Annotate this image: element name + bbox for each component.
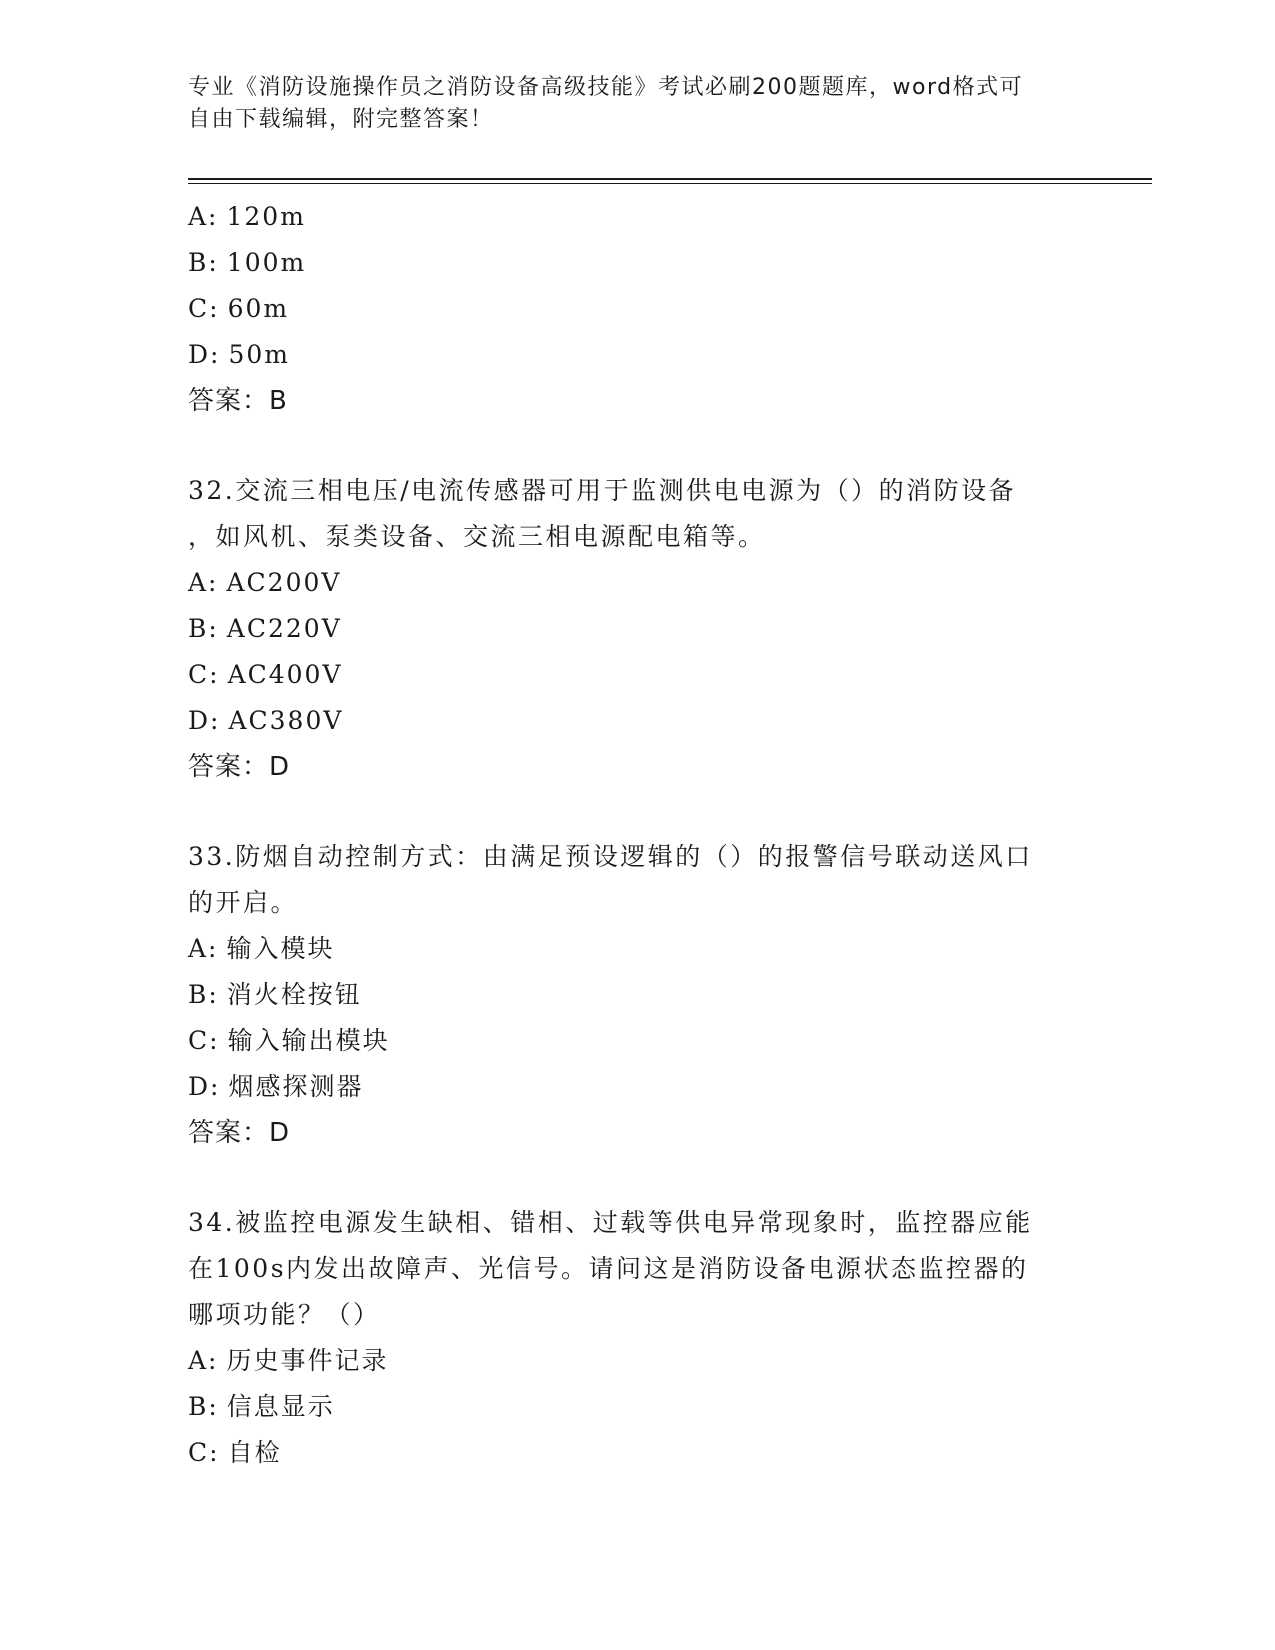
option-b: B: AC220V (188, 614, 342, 643)
option-a: A: AC200V (188, 568, 342, 597)
question-text-line: 32.交流三相电压/电流传感器可用于监测供电电源为（）的消防设备 (188, 476, 1017, 505)
answer-line: 答案：B (188, 386, 288, 416)
answer-line: 答案：D (188, 752, 291, 782)
question-33 (188, 834, 1088, 1156)
option-d: D: 烟感探测器 (188, 1072, 364, 1101)
option-c: C: 60m (188, 294, 290, 323)
question-text-line: 哪项功能？（） (188, 1300, 381, 1329)
option-c: C: 输入输出模块 (188, 1026, 390, 1055)
question-list (188, 194, 1088, 1476)
header-line-1: 专业《消防设施操作员之消防设备高级技能》考试必刷200题题库，word格式可 (188, 75, 1024, 100)
option-a: A: 120m (188, 202, 306, 231)
option-c: C: AC400V (188, 660, 343, 689)
document-header (188, 72, 1068, 136)
option-b: B: 信息显示 (188, 1392, 335, 1421)
question-text-line: ，如风机、泵类设备、交流三相电源配电箱等。 (188, 522, 766, 551)
option-d: D: 50m (188, 340, 290, 369)
option-b: B: 消火栓按钮 (188, 980, 362, 1009)
option-b: B: 100m (188, 248, 307, 277)
question-text-line: 的开启。 (188, 888, 299, 917)
header-divider-thick (188, 178, 1152, 180)
option-c: C: 自检 (188, 1438, 282, 1467)
option-a: A: 历史事件记录 (188, 1346, 389, 1375)
option-a: A: 输入模块 (188, 934, 335, 963)
question-31-tail (188, 194, 1088, 424)
question-text-line: 34.被监控电源发生缺相、错相、过载等供电异常现象时，监控器应能 (188, 1208, 1033, 1237)
header-divider-thin (188, 183, 1152, 184)
header-line-2: 自由下载编辑，附完整答案！ (188, 107, 494, 132)
question-32 (188, 468, 1088, 790)
question-text-line: 33.防烟自动控制方式：由满足预设逻辑的（）的报警信号联动送风口 (188, 842, 1033, 871)
option-d: D: AC380V (188, 706, 344, 735)
answer-line: 答案：D (188, 1118, 291, 1148)
question-34 (188, 1200, 1088, 1476)
question-text-line: 在100s内发出故障声、光信号。请问这是消防设备电源状态监控器的 (188, 1254, 1029, 1283)
